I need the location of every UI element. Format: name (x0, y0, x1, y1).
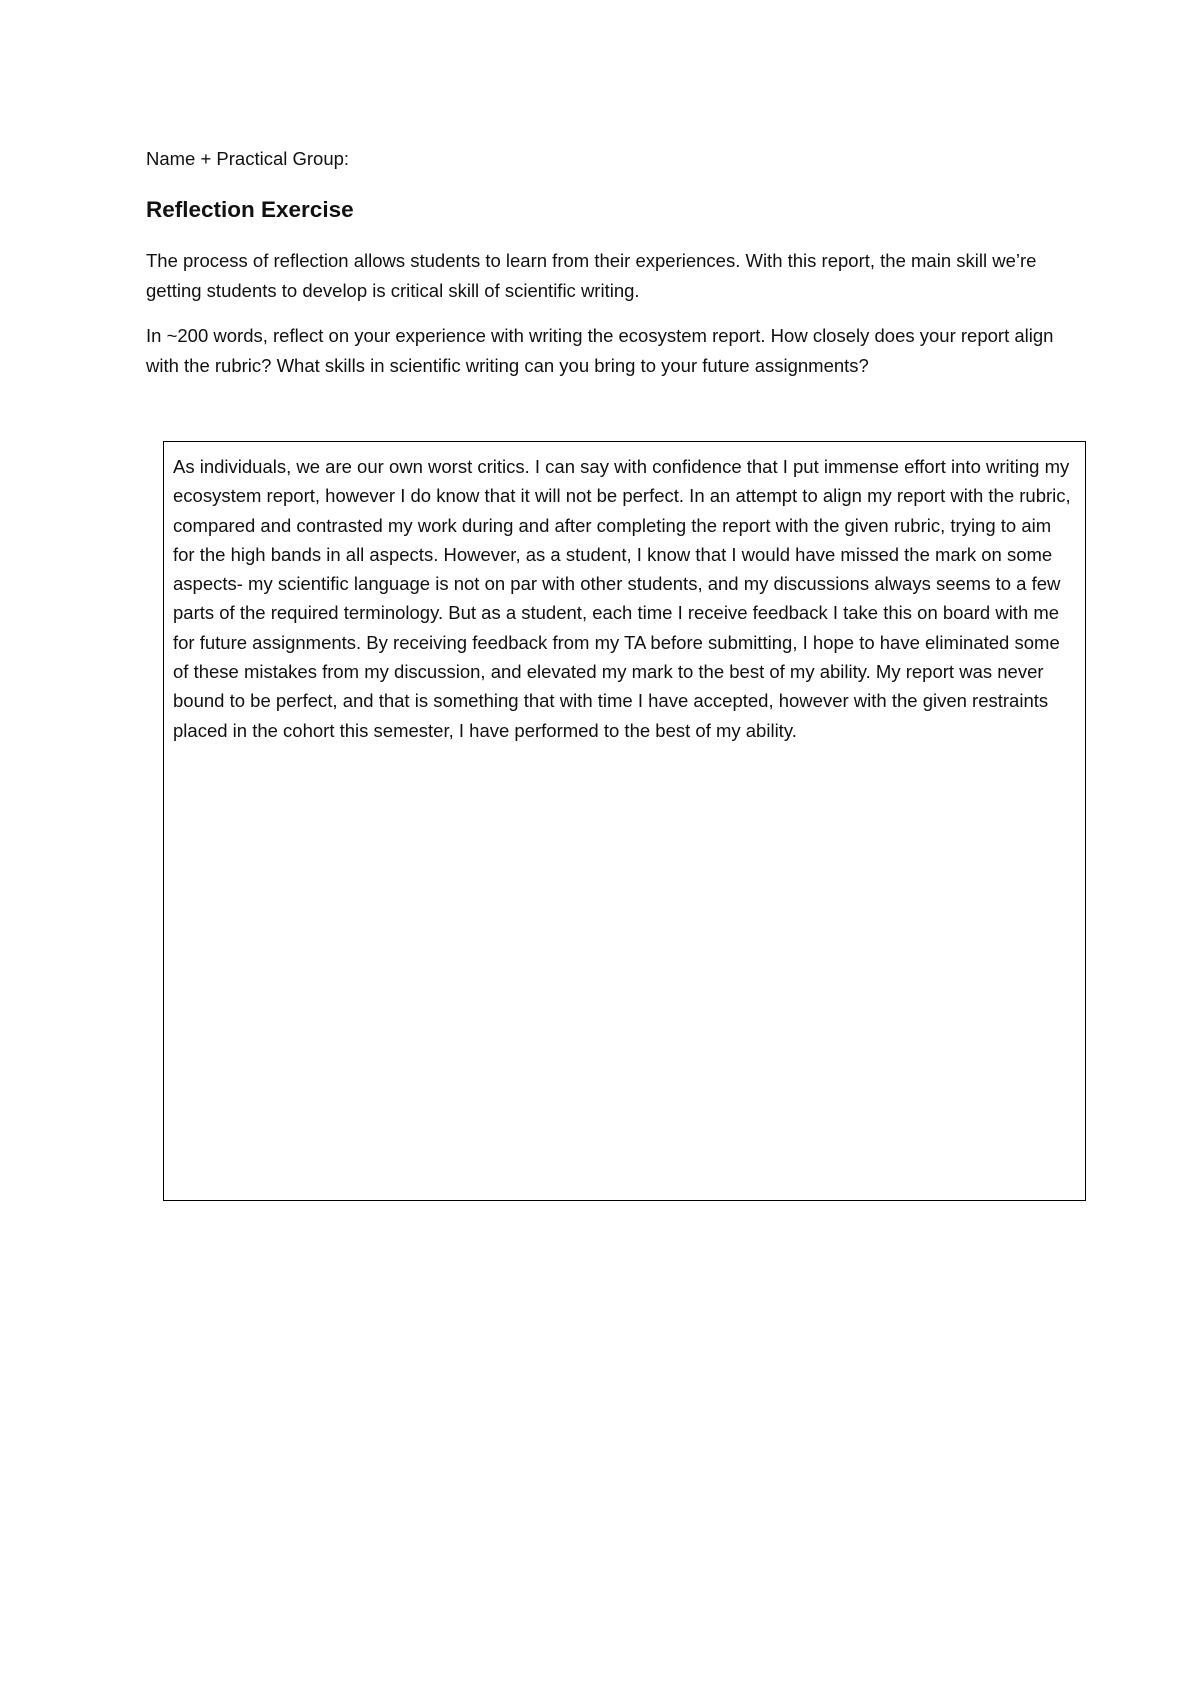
intro-paragraph: The process of reflection allows students to learn from their experiences. With this report, the main skill we’re getting students to develop is critical skill of scientific writing. (146, 250, 1037, 301)
name-practical-group-label: Name + Practical Group: (146, 148, 350, 169)
answer-text: As individuals, we are our own worst critics. I can say with confidence that I put immense effort into writing my ecosystem report, however I do know that it will not be perfect. In an attempt to align my report with the rubric, compared and contrasted my work during and after completing the report with the given rubric, trying to aim for the high bands in all aspects. However, as a student, I know that I would have missed the mark on some aspects- my scientific language is not on par with other students, and my discussions always seems to a few parts of the required terminology. But as a student, each time I receive feedback I take this on board with me for future assignments. By receiving feedback from my TA before submitting, I hope to have eliminated some of these mistakes from my discussion, and elevated my mark to the best of my ability. My report was never bound to be perfect, and that is something that with time I have accepted, however with the given restraints placed in the cohort this semester, I have performed to the best of my ability. (173, 456, 1071, 741)
prompt-paragraph: In ~200 words, reflect on your experience with writing the ecosystem report. How closely does your report align with the rubric? What skills in scientific writing can you bring to your future assignments? (146, 325, 1054, 376)
answer-text-box[interactable] (163, 441, 1086, 1201)
page-title: Reflection Exercise (146, 197, 354, 222)
